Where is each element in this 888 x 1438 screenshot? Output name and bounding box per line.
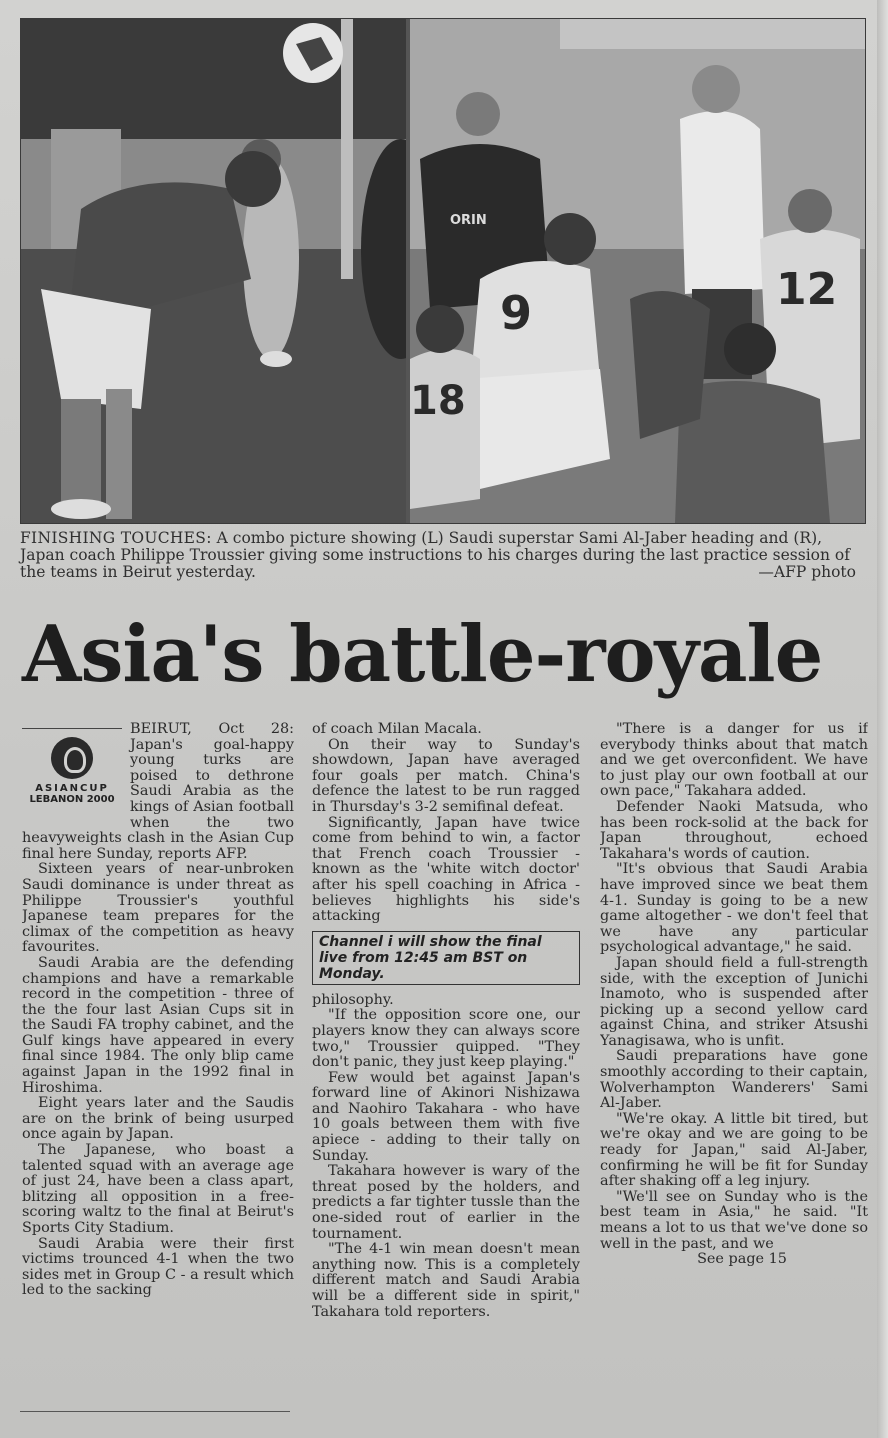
asian-cup-emblem-icon [51, 737, 93, 779]
paragraph: "There is a danger for us if everybody thinks about that match and we get overconfident. We have to just play our own football at our own pace," Takahara added. [600, 722, 868, 800]
jersey-number-12: 12 [776, 264, 838, 315]
continued-link[interactable]: See page 15 [697, 1251, 787, 1268]
paragraph: Defender Naoki Matsuda, who has been rock-solid at the back for Japan throughout, echoed Takahara's words of caution. [600, 798, 868, 862]
paragraph: "We're okay. A little bit tired, but we're okay and we are going to be ready for Japan," said Al-Jaber, confirming he will be fit for Sunday after shaking off a leg injury. [600, 1110, 868, 1190]
paragraph: Sixteen years of near-unbroken Saudi dominance is under threat as Philippe Troussier's youthful Japanese team prepares for the climax of the competition as heavy favourites. [22, 861, 294, 956]
logo-line-2: LEBANON 2000 [29, 794, 115, 805]
jersey-number-18: 18 [410, 378, 466, 424]
paragraph: "The 4-1 win mean doesn't mean anything now. This is a completely different match and Saudi Arabia will be a different side in spirit," Takahara told reporters. [312, 1241, 580, 1320]
paragraph: philosophy. [312, 991, 394, 1008]
paragraph: "We'll see on Sunday who is the best team in Asia," he said. "It means a lot to us that we've done so well in the past, and we [600, 1188, 868, 1252]
paragraph: Few would bet against Japan's forward line of Akinori Nishizawa and Naohiro Takahara - who have 10 goals between them with five apiece - adding to their tally on Sunday. [312, 1069, 580, 1164]
article-column-3 [600, 722, 868, 1422]
paragraph: Significantly, Japan have twice come from behind to win, a factor that French coach Troussier - known as the 'white witch doctor' after his spell coaching in Africa - believes highlights his side's attacking [312, 814, 580, 925]
photo-caption [20, 530, 856, 581]
combo-photo [20, 18, 866, 524]
paragraph: Saudi Arabia were their first victims trounced 4-1 when the two sides met in Group C - a result which led to the sacking [22, 1235, 294, 1299]
caption-text: A combo picture showing (L) Saudi superstar Sami Al-Jaber heading and (R), Japan coach Philippe Troussier giving some instructions to his charges during the last practice session of the teams in Beirut yesterday. [20, 529, 850, 581]
jacket-text: ORIN [450, 213, 487, 228]
paragraph: Saudi Arabia are the defending champions and have a remarkable record in the competition - three of the the four last Asian Cups sit in the Saudi FA trophy cabinet, and the Gulf kings have appeared in every final since 1984. The only blip came against Japan in the 1992 final in Hiroshima. [22, 954, 294, 1096]
article-column-1 [22, 722, 294, 1422]
paragraph: "If the opposition score one, our players know they can always score two," Troussier quipped. "They don't panic, they just keep playing." [312, 1007, 580, 1071]
paragraph: "It's obvious that Saudi Arabia have improved since we beat them 4-1. Sunday is going to be a new game altogether - we don't feel that we have any particular psychological advantage," he said. [600, 861, 868, 956]
page-edge [877, 0, 888, 1438]
article-column-2 [312, 722, 580, 1422]
column-rule [20, 1411, 290, 1412]
photo-right-image [410, 19, 865, 523]
paragraph: Saudi preparations have gone smoothly according to their captain, Wolverhampton Wanderers' Sami Al-Jaber. [600, 1048, 868, 1112]
paragraph: Takahara however is wary of the threat posed by the holders, and predicts a far tighter tussle than the one-sided rout of earlier in the tournament. [312, 1163, 580, 1242]
paragraph: Japan should field a full-strength side, with the exception of Junichi Inamoto, who is suspended after picking up a second yellow card against China, and striker Atsushi Yanagisawa, who is unfit. [600, 954, 868, 1049]
photo-credit: —AFP photo [758, 563, 856, 581]
paragraph: Eight years later and the Saudis are on the brink of being usurped once again by Japan. [22, 1095, 294, 1143]
paragraph: On their way to Sunday's showdown, Japan have averaged four goals per match. China's defence the latest to be run ragged in Thursday's 3-2 semifinal defeat. [312, 736, 580, 815]
asian-cup-logo [22, 728, 122, 827]
photo-coach-instructions [410, 19, 865, 523]
paragraph: of coach Milan Macala. [312, 722, 482, 737]
photo-left-image [21, 19, 406, 523]
logo-line-1: ASIANCUP [35, 783, 109, 794]
tv-promo-box: Channel i will show the final live from 12:45 am BST on Monday. [312, 931, 580, 985]
caption-lead: FINISHING TOUCHES: [20, 529, 212, 547]
paragraph: The Japanese, who boast a talented squad with an average age of just 24, have been a class apart, blitzing all opposition in a free-scoring waltz to the final at Beirut's Sports City Stadium. [22, 1142, 294, 1236]
headline: Asia's battle-royale [22, 609, 823, 700]
photo-heading-player [21, 19, 406, 523]
paragraph: BEIRUT, Oct 28: Japan's goal-happy young turks are poised to dethrone Saudi Arabia as the kings of Asian football when the two heavyweights clash in the Asian Cup final here Sunday, reports AFP. [22, 722, 294, 862]
jersey-number-9: 9 [500, 286, 533, 340]
